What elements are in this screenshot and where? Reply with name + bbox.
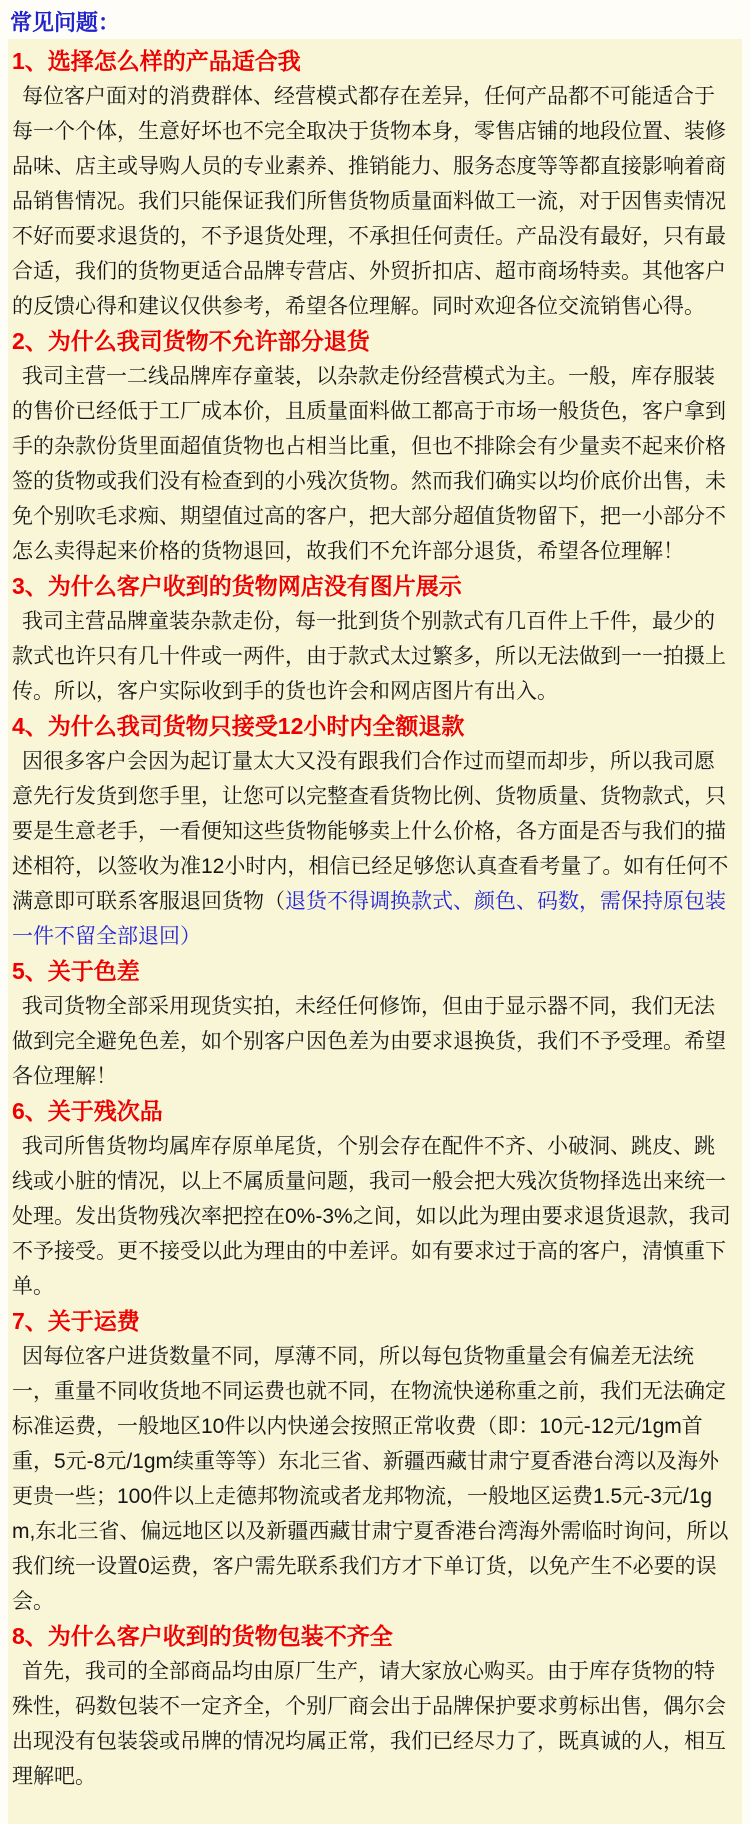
body-text: 因很多客户会因为起订量太大又没有跟我们合作过而望而却步，所以我司愿意先行发货到您手里，让您可以完整查看货物比例、货物质量、货物款式，只要是生意老手，一看便知这些货物能够卖上什么价格，各方面是否与我们的描述相符，以签收为准12小时内，相信已经足够您认真查看考量了。如有任何不满意即可联系客服退回货物（ xyxy=(12,750,729,913)
faq-paragraph-4-1 xyxy=(12,744,735,954)
faq-heading-4: 4、为什么我司货物只接受12小时内全额退款 xyxy=(12,713,465,739)
highlight-note: 退货不得调换款式、颜色、码数，需保持原包装一件不留全部退回） xyxy=(12,890,726,948)
body-text: 每位客户面对的消费群体、经营模式都存在差异，任何产品都不可能适合于每一个个体，生意好坏也不完全取决于货物本身，零售店铺的地段位置、装修品味、店主或导购人员的专业素养、推销能力、服务态度等等都直接影响着商品销售情况。我们只能保证我们所售货物质量面料做工一流，对于因售卖情况不好而要求退货的，不予退货处理，不承担任何责任。产品没有最好，只有最合适，我们的货物更适合品牌专营店、外贸折扣店、超市商场特卖。其他客户的反馈心得和建议仅供参考，希望各位理解。同时欢迎各位交流销售心得。 xyxy=(12,85,726,318)
faq-heading-8: 8、为什么客户收到的货物包装不齐全 xyxy=(12,1623,393,1649)
faq-panel xyxy=(8,39,742,1824)
faq-heading-3: 3、为什么客户收到的货物网店没有图片展示 xyxy=(12,573,462,599)
faq-paragraph-5-1 xyxy=(12,989,735,1094)
page-title: 常见问题： xyxy=(10,10,121,35)
faq-paragraph-7-1 xyxy=(12,1339,735,1619)
faq-heading-7: 7、关于运费 xyxy=(12,1308,140,1334)
faq-heading-6: 6、关于残次品 xyxy=(12,1098,163,1124)
faq-paragraph-3-1 xyxy=(12,604,735,709)
faq-heading-2: 2、为什么我司货物不允许部分退货 xyxy=(12,328,370,354)
faq-paragraph-2-1 xyxy=(12,359,735,569)
body-text: 我司主营品牌童装杂款走份，每一批到货个别款式有几百件上千件，最少的款式也许只有几十件或一两件，由于款式太过繁多，所以无法做到一一拍摄上传。所以，客户实际收到手的货也许会和网店图片有出入。 xyxy=(12,610,726,703)
faq-page xyxy=(0,9,750,1824)
body-text: 我司所售货物均属库存原单尾货，个别会存在配件不齐、小破洞、跳皮、跳线或小脏的情况，以上不属质量问题，我司一般会把大残次货物择选出来统一处理。发出货物残次率把控在0%-3%之间，如以此为理由要求退货退款，我司不予接受。更不接受以此为理由的中差评。如有要求过于高的客户，清慎重下单。 xyxy=(12,1135,731,1298)
body-text: 首先，我司的全部商品均由原厂生产，请大家放心购买。由于库存货物的特殊性，码数包装不一定齐全，个别厂商会出于品牌保护要求剪标出售，偶尔会出现没有包装袋或吊牌的情况均属正常，我们已经尽力了，既真诚的人，相互理解吧。 xyxy=(12,1660,726,1788)
faq-heading-1: 1、选择怎么样的产品适合我 xyxy=(12,48,301,74)
faq-heading-5: 5、关于色差 xyxy=(12,958,140,984)
faq-paragraph-8-1 xyxy=(12,1654,735,1794)
faq-paragraph-1-1 xyxy=(12,79,735,324)
faq-paragraph-6-1 xyxy=(12,1129,735,1304)
body-text: 因每位客户进货数量不同，厚薄不同，所以每包货物重量会有偏差无法统一，重量不同收货地不同运费也就不同，在物流快递称重之前，我们无法确定标准运费，一般地区10件以内快递会按照正常收费（即：10元-12元/1gm首重，5元-8元/1gm续重等等）东北三省、新疆西藏甘肃宁夏香港台湾以及海外更贵一些；100件以上走德邦物流或者龙邦物流，一般地区运费1.5元-3元/1gm,东北三省、偏远地区以及新疆西藏甘肃宁夏香港台湾海外需临时询问，所以我们统一设置0运费，客户需先联系我们方才下单订货，以免产生不必要的误会。 xyxy=(12,1345,729,1613)
body-text: 我司主营一二线品牌库存童装，以杂款走份经营模式为主。一般，库存服装的售价已经低于工厂成本价，且质量面料做工都高于市场一般货色，客户拿到手的杂款份货里面超值货物也占相当比重，但也不排除会有少量卖不起来价格签的货物或我们没有检查到的小残次货物。然而我们确实以均价底价出售，未免个别吹毛求痴、期望值过高的客户，把大部分超值货物留下，把一小部分不怎么卖得起来价格的货物退回，故我们不允许部分退货，希望各位理解！ xyxy=(12,365,726,563)
body-text: 我司货物全部采用现货实拍，未经任何修饰，但由于显示器不同，我们无法做到完全避免色差，如个别客户因色差为由要求退换货，我们不予受理。希望各位理解！ xyxy=(12,995,726,1088)
